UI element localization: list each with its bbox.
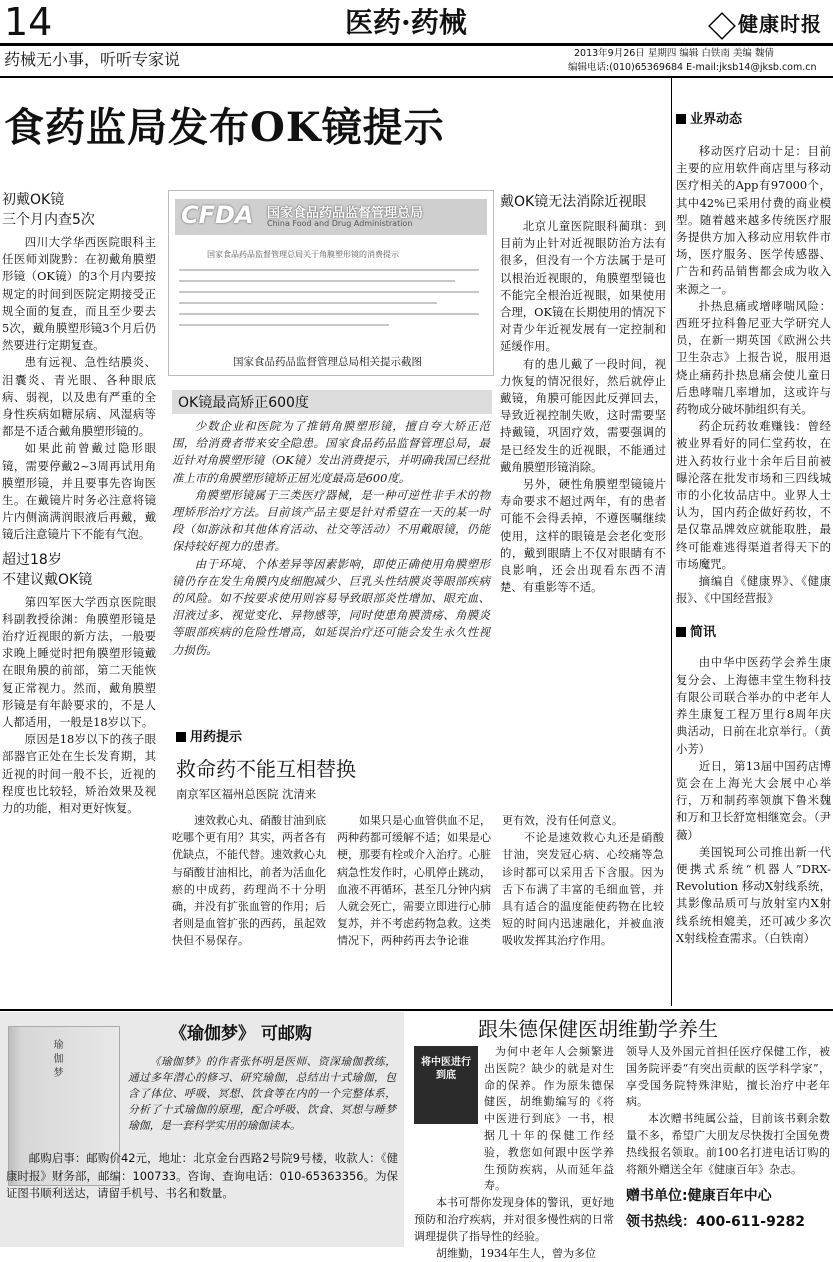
paragraph: 四川大学华西医院眼科主任医师刘陇黔：在初戴角膜塑形镜（OK镜）的3个月内要按规定的时间到医院定期接受正规全面的复查，而且至少要去5次，戴角膜塑形镜3个月后仍然要进行定期复查。 xyxy=(2,235,156,353)
tips-head: 用药提示 xyxy=(176,726,242,745)
page-number: 14 xyxy=(4,0,53,44)
cfda-org-name: 国家食品药品监督管理总局 xyxy=(267,206,424,221)
cfda-notice-title: 国家食品药品监督管理总局关于角膜塑形镜的消费提示 xyxy=(207,250,399,259)
cfda-caption: 国家食品药品监督管理总局相关提示截图 xyxy=(233,356,422,368)
paragraph: 移动医疗启动十足：目前主要的应用软件商店里与移动医疗相关的App有97000个，其中42%已采用付费的商业模型。随着越来越多传统医疗服务提供方加入移动应用软件市场，医疗服务、医学传感器、广告和药品销售都会成为收入来源之一。 xyxy=(676,144,831,296)
paragraph: 少数企业和医院为了推销角膜塑形镜，擅自夸大矫正范围，给消费者带来安全隐患。国家食品药品监督管理总局，最近针对角膜塑形镜（OK镜）发出消费提示，并明确我国已经批准上市的角膜塑形镜矫正屈光度最高是600度。 xyxy=(172,419,490,485)
subhead-cannot-cure: 戴OK镜无法消除近视眼 xyxy=(500,194,647,210)
paragraph: 本书可帮你发现身体的警讯，更好地预防和治疗疾病，并对很多慢性病的日常调理提供了指导性的经验。 xyxy=(414,1196,614,1243)
health-book-title: 跟朱德保健医胡维勤学养生 xyxy=(478,1017,718,1041)
tips-col-3 xyxy=(502,812,664,950)
section-title: 医药·药械 xyxy=(345,6,467,39)
contact-line: 编辑电话:(010)65369684 E-mail:jksb14@jksb.com.cn xyxy=(568,62,817,73)
paragraph: 第四军医大学西京医院眼科副教授徐渊：角膜塑形镜是治疗近视眼的新方法，一般要求晚上睡觉时把角膜塑形镜戴在眼角膜的前部，第二天能恢复正常视力。然而，戴角膜塑形镜是有年龄要求的，不是人人都适用，一般是18岁以下。 xyxy=(2,594,156,730)
newspaper-logo xyxy=(708,8,830,40)
book-description: 《瑜伽梦》的作者张怀明是医师、资深瑜伽教练，通过多年潜心的修习、研究瑜伽，总结出十式瑜伽，包含了体位、呼吸、冥想、饮食等在内的一个完整体系，分析了十式瑜伽的原理，配合呼吸、饮食、冥想与睡梦瑜伽，是一套科学实用的瑜伽读本。 xyxy=(128,1055,396,1132)
paragraph: 药企玩药妆难赚钱：曾经被业界看好的同仁堂药妆，在进入药妆行业十余年后目前被曝沦落在批发市场和三四线城市的小化妆品店中。业界人士认为，国内药企做好药妆，不是仅靠品牌效应就能取胜，最终可能难逃得渠道者得天下的市场魔咒。 xyxy=(676,419,831,571)
paragraph: 另外，硬性角膜塑型镜镜片寿命要求不超过两年，有的患者可能不会得丢掉，不遵医嘱继续使用，这样的眼镜是会老化变形的，戴到眼睛上不仅对眼睛有不良影响，还会出现看东西不清楚、有重影等不适。 xyxy=(500,477,666,595)
subhead-over-18: 超过18岁 xyxy=(2,551,62,568)
paragraph: 本次赠书纯属公益，目前该书剩余数量不多，希望广大朋友尽快拨打全国免费热线报名领取。前100名打进电话订购的将额外赠送全年《健康百年》杂志。 xyxy=(626,1112,830,1176)
book-ad-title: 《瑜伽梦》 可邮购 xyxy=(170,1024,312,1044)
section-bar-600: OK镜最高矫正600度 xyxy=(172,390,492,414)
book-ad-box xyxy=(0,1012,404,1247)
source-line: 摘编自《健康界》、《健康报》、《中国经营报》 xyxy=(676,574,831,606)
paragraph: 如果此前曾戴过隐形眼镜，需要停戴2~3周再试用角膜塑形镜，并且要事先咨询医生。在戴镜片时务必注意将镜片内侧滴满润眼液后再戴，戴镜后注意镜片下不能有气泡。 xyxy=(2,441,156,542)
column-slogan: 药械无小事，听听专家说 xyxy=(4,50,181,69)
paragraph: 更有效，没有任何意义。 xyxy=(502,814,623,827)
subhead-first-wear-2: 三个月内查5次 xyxy=(2,212,95,228)
middle-column xyxy=(172,418,490,659)
right-column xyxy=(500,192,666,596)
paragraph: 美国锐珂公司推出新一代便携式系统“机器人”DRX-Revolution 移动X射线系统，其影像品质可与放射室内X射线系统相媲美，还可减少多次X射线检查需求。（白铁南） xyxy=(676,844,831,945)
paragraph: 领导人及外国元首担任医疗保健工作，被国务院评委“有突出贡献的医学科学家”，享受国务院特殊津贴，擅长治疗中老年病。 xyxy=(626,1045,830,1109)
book-cover-title: 瑜伽梦 xyxy=(51,1039,62,1081)
mail-order-notice: 邮购启事：邮购价42元，地址：北京金台西路2号院9号楼，收款人：《健康时报》财务部，邮编：100733。咨询、查询电话：010-65363356。为保证图书顺利送达，请留手机号、书名和数量。 xyxy=(6,1151,398,1200)
cfda-screenshot xyxy=(168,190,494,376)
tips-col-2 xyxy=(337,812,491,950)
paragraph: 由于环境、个体差异等因素影响，即使正确使用角膜塑形镜仍存在发生角膜内皮细胞减少、巨乳头性结膜炎等眼部疾病的风险。如不按要求使用则容易导致眼部炎性增加、眼充血、泪液过多、视觉变化、异物感等，同时使患角膜溃疡、角膜炎等眼部疾病的危险性增高，如延误治疗还可能会发生永久性视力损伤。 xyxy=(172,556,490,657)
health-ad-left xyxy=(414,1044,614,1262)
book-cover-text: 将中医进行到底 xyxy=(421,1057,471,1081)
paragraph: 患有远视、急性结膜炎、泪囊炎、青光眼、各种眼底病、弱视，以及患有严重的全身性疾病如糖尿病、风湿病等都是不适合戴角膜塑形镜的。 xyxy=(2,355,156,439)
paragraph: 扑热息痛或增哮喘风险：西班牙拉科鲁尼亚大学研究人员，在新一期英国《欧洲公共卫生杂志》上报告说，服用退烧止痛药扑热息痛会使儿童日后患哮喘几率增加，这或许与药物成分破坏肺组织有关。 xyxy=(676,298,831,417)
paragraph: 不论是速效救心丸还是硝酸甘油，突发冠心病、心绞痛等急诊时都可以采用舌下含服。因为舌下布满了丰富的毛细血管，并具有适合的温度能使药物在比较短的时间内迅速融化，并被血液吸收发挥其治疗作用。 xyxy=(502,831,664,948)
paragraph: 由中华中医药学会养生康复分会、上海德丰堂生物科技有限公司联合举办的中老年人养生康复工程万里行8周年庆典活动，日前在北京举行。（黄小芳） xyxy=(676,655,831,756)
gift-organizer: 赠书单位:健康百年中心 xyxy=(626,1188,772,1205)
logo-text: 健康时报 xyxy=(738,12,822,36)
brief-news-head: 简讯 xyxy=(676,621,831,640)
paragraph: 有的患儿戴了一段时间，视力恢复的情况很好，然后就停止戴镜，角膜可能因此反弹回去，导致近视控制失败，这时需要坚持戴镜，巩固疗效，需要强调的是已经发生的近视眼，不能通过戴角膜塑形镜消除。 xyxy=(500,356,666,474)
tips-title: 救命药不能互相替换 xyxy=(176,757,356,781)
industry-news-head: 业界动态 xyxy=(676,108,831,127)
paragraph: 速效救心丸、硝酸甘油到底吃哪个更有用？其实，两者各有优缺点，不能代替。速效救心丸与硝酸甘油相比，前者为活血化瘀的中成药，药理尚不十分明确，并没有扩张血管的作用；后者则是血管扩张的西药，虽起效快但不易保存。 xyxy=(172,814,326,948)
subhead-first-wear: 初戴OK镜 xyxy=(2,192,65,208)
cfda-org-name-en: China Food and Drug Administration xyxy=(267,219,413,228)
sidebar xyxy=(676,108,831,947)
left-column xyxy=(2,190,156,817)
tips-author: 南京军区福州总医院 沈清来 xyxy=(176,787,317,801)
health-ad-right xyxy=(626,1044,830,1232)
subhead-over-18-2: 不建议戴OK镜 xyxy=(2,571,93,588)
paragraph: 胡维勤，1934年生人，曾为多位 xyxy=(436,1246,596,1260)
headline: 食药监局发布OK镜提示 xyxy=(4,104,445,151)
hotline[interactable]: 领书热线：400-611-9282 xyxy=(626,1214,806,1231)
paragraph: 近日，第13届中国药店博览会在上海光大会展中心举行，万和制药率领旗下鲁米魏和万和卫长舒宽相继宽会。（尹薇） xyxy=(676,758,831,842)
paragraph: 原因是18岁以下的孩子眼部器官正处在生长发育期，其近视的时间一般不长，近视的程度也比较轻，矫治效果及视力的功能，相对更好恢复。 xyxy=(2,732,156,816)
paragraph: 北京儿童医院眼科蔺琪：到目前为止针对近视眼防治方法有很多，但没有一个方法属于是可以根治近视眼的，角膜塑型镜也不能完全根治近视眼，如果使用合理，OK镜在长期使用的情况下对青少年近视发展有一定控制和延缓作用。 xyxy=(500,219,666,354)
date-editor-line: 2013年9月26日 星期四 编辑 白铁南 美编 魏倩 xyxy=(574,48,774,59)
cfda-logo: CFDA xyxy=(181,201,254,229)
paragraph: 如果只是心血管供血不足，两种药都可缓解不适；如果是心梗，那要有栓或介入治疗。心脏病急性发作时，心肌停止跳动，血液不再循环，甚至几分钟内病人就会死亡，需要立即进行心肺复苏，并不考虑药物急救。这类情况下，两种药再去争论谁 xyxy=(337,814,491,948)
paragraph: 为何中老年人会频繁进出医院？缺少的就是对生命的保养。作为原朱德保健医，胡维勤编写的《将中医进行到底》一书，根据几十年的保健工作经验，教您如何跟中医学养生预防疾病，从而延年益寿。 xyxy=(484,1045,614,1193)
logo-mark-icon xyxy=(708,12,736,40)
tips-col-1 xyxy=(172,812,326,950)
cfda-banner xyxy=(175,199,487,235)
blurred-text xyxy=(179,269,479,326)
paragraph: 角膜塑形镜属于三类医疗器械，是一种可逆性非手术的物理矫形治疗方法。目前该产品主要是针对希望在一天的某一时段（如游泳和其他体育活动、社交等活动）不用戴眼镜，仍能保持较好视力的患者。 xyxy=(172,487,490,554)
